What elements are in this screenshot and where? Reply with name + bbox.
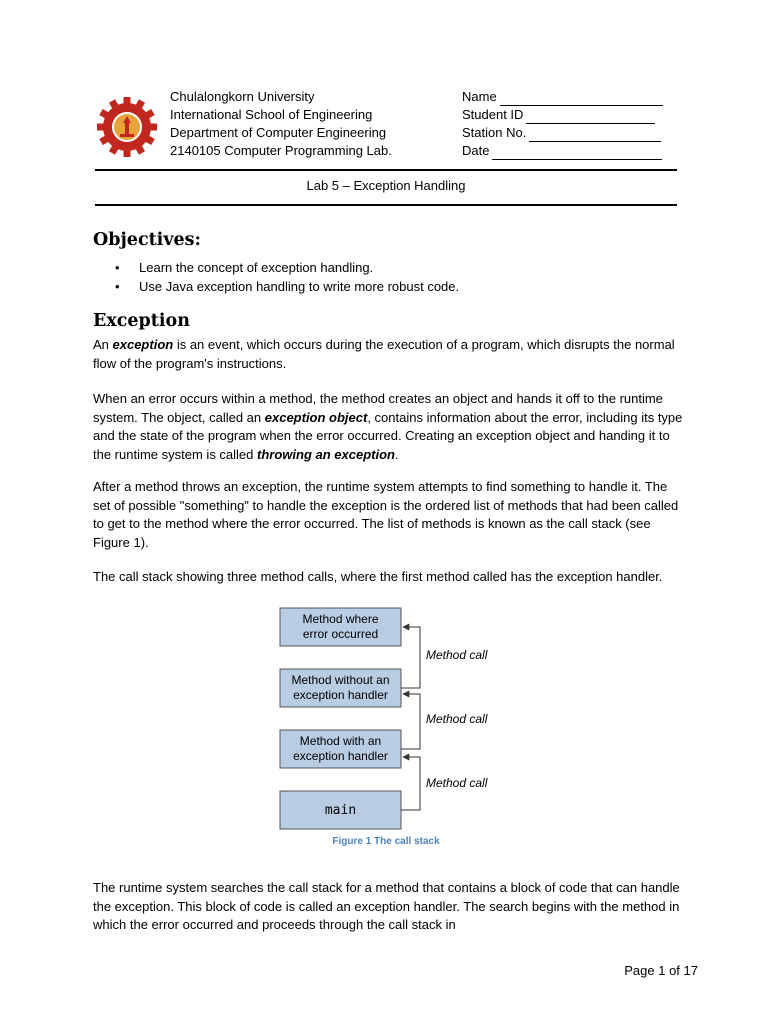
call-arrow bbox=[401, 757, 420, 810]
emphasis-throwing-exception: throwing an exception bbox=[257, 446, 395, 462]
box-label: error occurred bbox=[302, 627, 379, 641]
lab-title: Lab 5 – Exception Handling bbox=[306, 178, 466, 193]
date-blank bbox=[492, 146, 662, 160]
box-label: exception handler bbox=[293, 749, 388, 763]
name-blank bbox=[500, 92, 663, 106]
objectives-list bbox=[112, 258, 459, 296]
text-run: When an error occurs within a method, the method creates an object and hands it off to the runtime system. The object, called an bbox=[93, 391, 663, 425]
arrow-label: Method call bbox=[426, 648, 488, 662]
paragraph-figure-intro: The call stack showing three method calls, where the first method called has the exception handler. bbox=[93, 569, 663, 584]
list-item: • Use Java exception handling to write more robust code. bbox=[112, 277, 459, 296]
emphasis-exception-object: exception object bbox=[264, 409, 368, 425]
student-id-field bbox=[462, 106, 663, 124]
institution-line: Chulalongkorn University bbox=[170, 89, 315, 104]
paragraph-exception-definition bbox=[93, 336, 683, 373]
objectives-heading: Objectives: bbox=[93, 230, 201, 250]
institution-line: Department of Computer Engineering bbox=[170, 125, 387, 140]
institution-block bbox=[170, 88, 392, 160]
student-id-blank bbox=[526, 110, 655, 124]
stack-box-error-method bbox=[280, 608, 401, 646]
stack-box-with-handler bbox=[280, 730, 401, 768]
arrow-label: Method call bbox=[426, 712, 488, 726]
field-label: Station No. bbox=[462, 125, 527, 140]
emphasis-exception: exception bbox=[112, 337, 174, 352]
student-info-block bbox=[462, 88, 663, 160]
box-label: main bbox=[324, 803, 357, 818]
box-label: Method where bbox=[302, 612, 379, 626]
date-field bbox=[462, 142, 663, 160]
call-stack-diagram bbox=[275, 603, 505, 831]
figure-caption: Figure 1 The call stack bbox=[332, 836, 440, 847]
box-label: Method with an bbox=[299, 734, 382, 748]
exception-heading: Exception bbox=[93, 311, 190, 331]
field-label: Date bbox=[462, 143, 490, 158]
name-field bbox=[462, 88, 663, 106]
university-logo-icon bbox=[96, 96, 158, 158]
header-divider-top bbox=[95, 169, 677, 171]
institution-line: 2140105 Computer Programming Lab. bbox=[170, 143, 392, 158]
paragraph-exception-object bbox=[93, 390, 683, 464]
station-blank bbox=[529, 128, 661, 142]
page-number: Page 1 of 17 bbox=[624, 963, 698, 978]
institution-line: International School of Engineering bbox=[170, 107, 373, 122]
text-run: , contains information about the error, including its type and the state of the program when the error occurred. Creating an exception object and handing it to the runtime system is called bbox=[93, 409, 683, 462]
call-arrow bbox=[401, 694, 420, 749]
call-arrow bbox=[401, 627, 420, 688]
field-label: Name bbox=[462, 89, 497, 104]
station-field bbox=[462, 124, 663, 142]
paragraph-call-stack: After a method throws an exception, the runtime system attempts to find something to handle it. The set of possible "something" to handle the exception is the ordered list of methods that had been called to get to the method where the error occurred. The list of methods is known as the call stack (see Figure 1). bbox=[93, 479, 679, 550]
arrow-label: Method call bbox=[426, 776, 488, 790]
stack-box-main bbox=[280, 791, 401, 829]
text-run: . bbox=[394, 446, 399, 462]
text-run: An bbox=[93, 337, 113, 352]
box-label: Method without an bbox=[291, 673, 390, 687]
box-label: exception handler bbox=[293, 688, 388, 702]
paragraph-runtime-search: The runtime system searches the call stack for a method that contains a block of code that can handle the exception. This block of code is called an exception handler. The search begins with the method in which the error occurred and proceeds through the call stack in bbox=[93, 880, 680, 932]
header-divider-bottom bbox=[95, 204, 677, 206]
text-run: is an event, which occurs during the execution of a program, which disrupts the normal flow of the program's instructions. bbox=[93, 337, 675, 371]
field-label: Student ID bbox=[462, 107, 524, 122]
list-item: • Learn the concept of exception handling. bbox=[112, 258, 459, 277]
stack-box-no-handler bbox=[280, 669, 401, 707]
